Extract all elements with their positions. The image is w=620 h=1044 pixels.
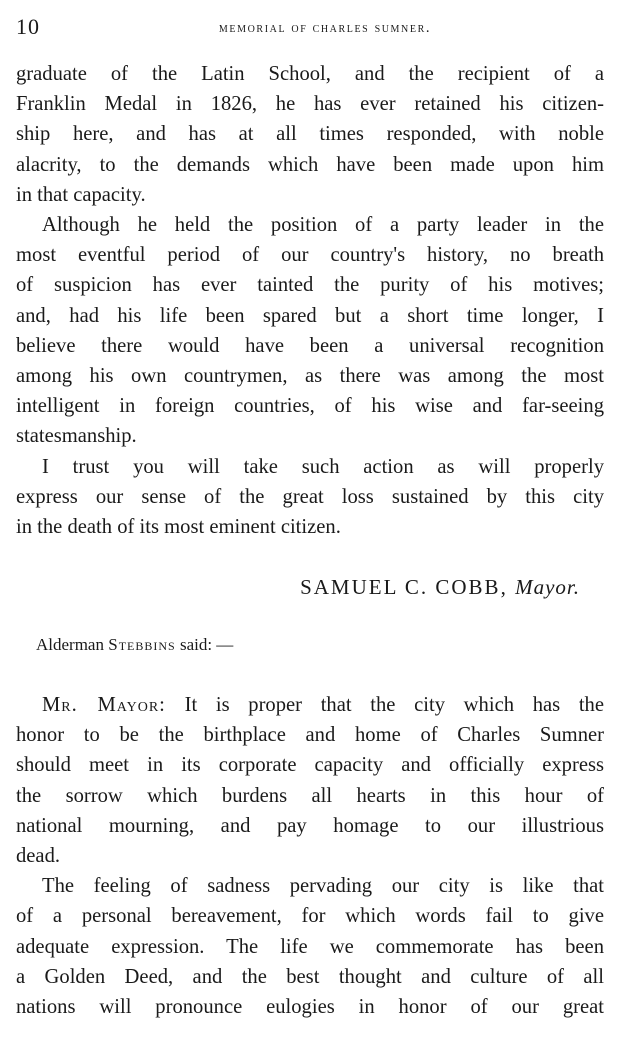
page-header — [16, 14, 604, 44]
signature — [300, 575, 580, 600]
text-line: nations will pronounce eulogies in honor of our great — [16, 996, 604, 1019]
text-line: should meet in its corporate capacity and officially express — [16, 754, 604, 777]
text-block-lower — [16, 690, 604, 1022]
paragraph-2 — [16, 210, 604, 452]
text-line: most eventful period of our country's history, no breath — [16, 244, 604, 267]
text-line: a Golden Deed, and the best thought and culture of all — [16, 965, 604, 988]
salutation: Mr. Mayor: — [42, 694, 166, 716]
text-block-upper — [16, 59, 604, 542]
text-line: The feeling of sadness pervading our city is like that — [42, 875, 604, 898]
text-line: I trust you will take such action as will properly — [42, 455, 604, 478]
running-head: memorial of charles sumner. — [218, 20, 432, 36]
text-line: honor to be the birthplace and home of Charles Sumner — [16, 724, 604, 747]
text-line: statesmanship. — [16, 425, 137, 448]
text-fragment: It is proper that the city which has the — [184, 694, 604, 716]
speaker-prefix: Alderman — [36, 635, 104, 654]
speaker-name: Stebbins — [108, 635, 176, 654]
paragraph-4 — [16, 690, 604, 871]
text-line: Franklin Medal in 1826, he has ever retained his citizen- — [16, 93, 604, 116]
text-line: graduate of the Latin School, and the recipient of a — [16, 63, 604, 85]
text-line: of a personal bereavement, for which words fail to give — [16, 905, 604, 928]
paragraph-3 — [16, 452, 604, 543]
text-line: dead. — [16, 845, 61, 868]
paragraph-1 — [16, 59, 604, 210]
page-number: 10 — [16, 14, 40, 39]
text-line: express our sense of the great loss sustained by this city — [16, 485, 604, 508]
signature-title: Mayor. — [515, 575, 580, 599]
text-line: among his own countrymen, as there was among the most — [16, 365, 604, 388]
text-line: intelligent in foreign countries, of his wise and far-seeing — [16, 395, 604, 418]
text-line: in that capacity. — [16, 183, 146, 206]
text-line: and, had his life been spared but a short time longer, I — [16, 304, 604, 327]
paragraph-5 — [16, 871, 604, 1022]
text-line — [16, 690, 604, 720]
text-line: national mourning, and pay homage to our illustrious — [16, 814, 604, 837]
signature-name: SAMUEL C. COBB, — [300, 575, 508, 599]
text-line: alacrity, to the demands which have been made upon him — [16, 153, 604, 176]
text-line: in the death of its most eminent citizen. — [16, 516, 341, 539]
text-line: ship here, and has at all times responded, with noble — [16, 123, 604, 146]
text-line: the sorrow which burdens all hearts in this hour of — [16, 784, 604, 807]
text-line: believe there would have been a universal recognition — [16, 334, 604, 357]
speaker-attribution — [36, 635, 233, 655]
text-line: Although he held the position of a party leader in the — [42, 214, 604, 237]
text-line: adequate expression. The life we commemorate has been — [16, 935, 604, 958]
speaker-suffix: said: — — [179, 635, 234, 654]
text-line: of suspicion has ever tainted the purity of his motives; — [16, 274, 604, 297]
